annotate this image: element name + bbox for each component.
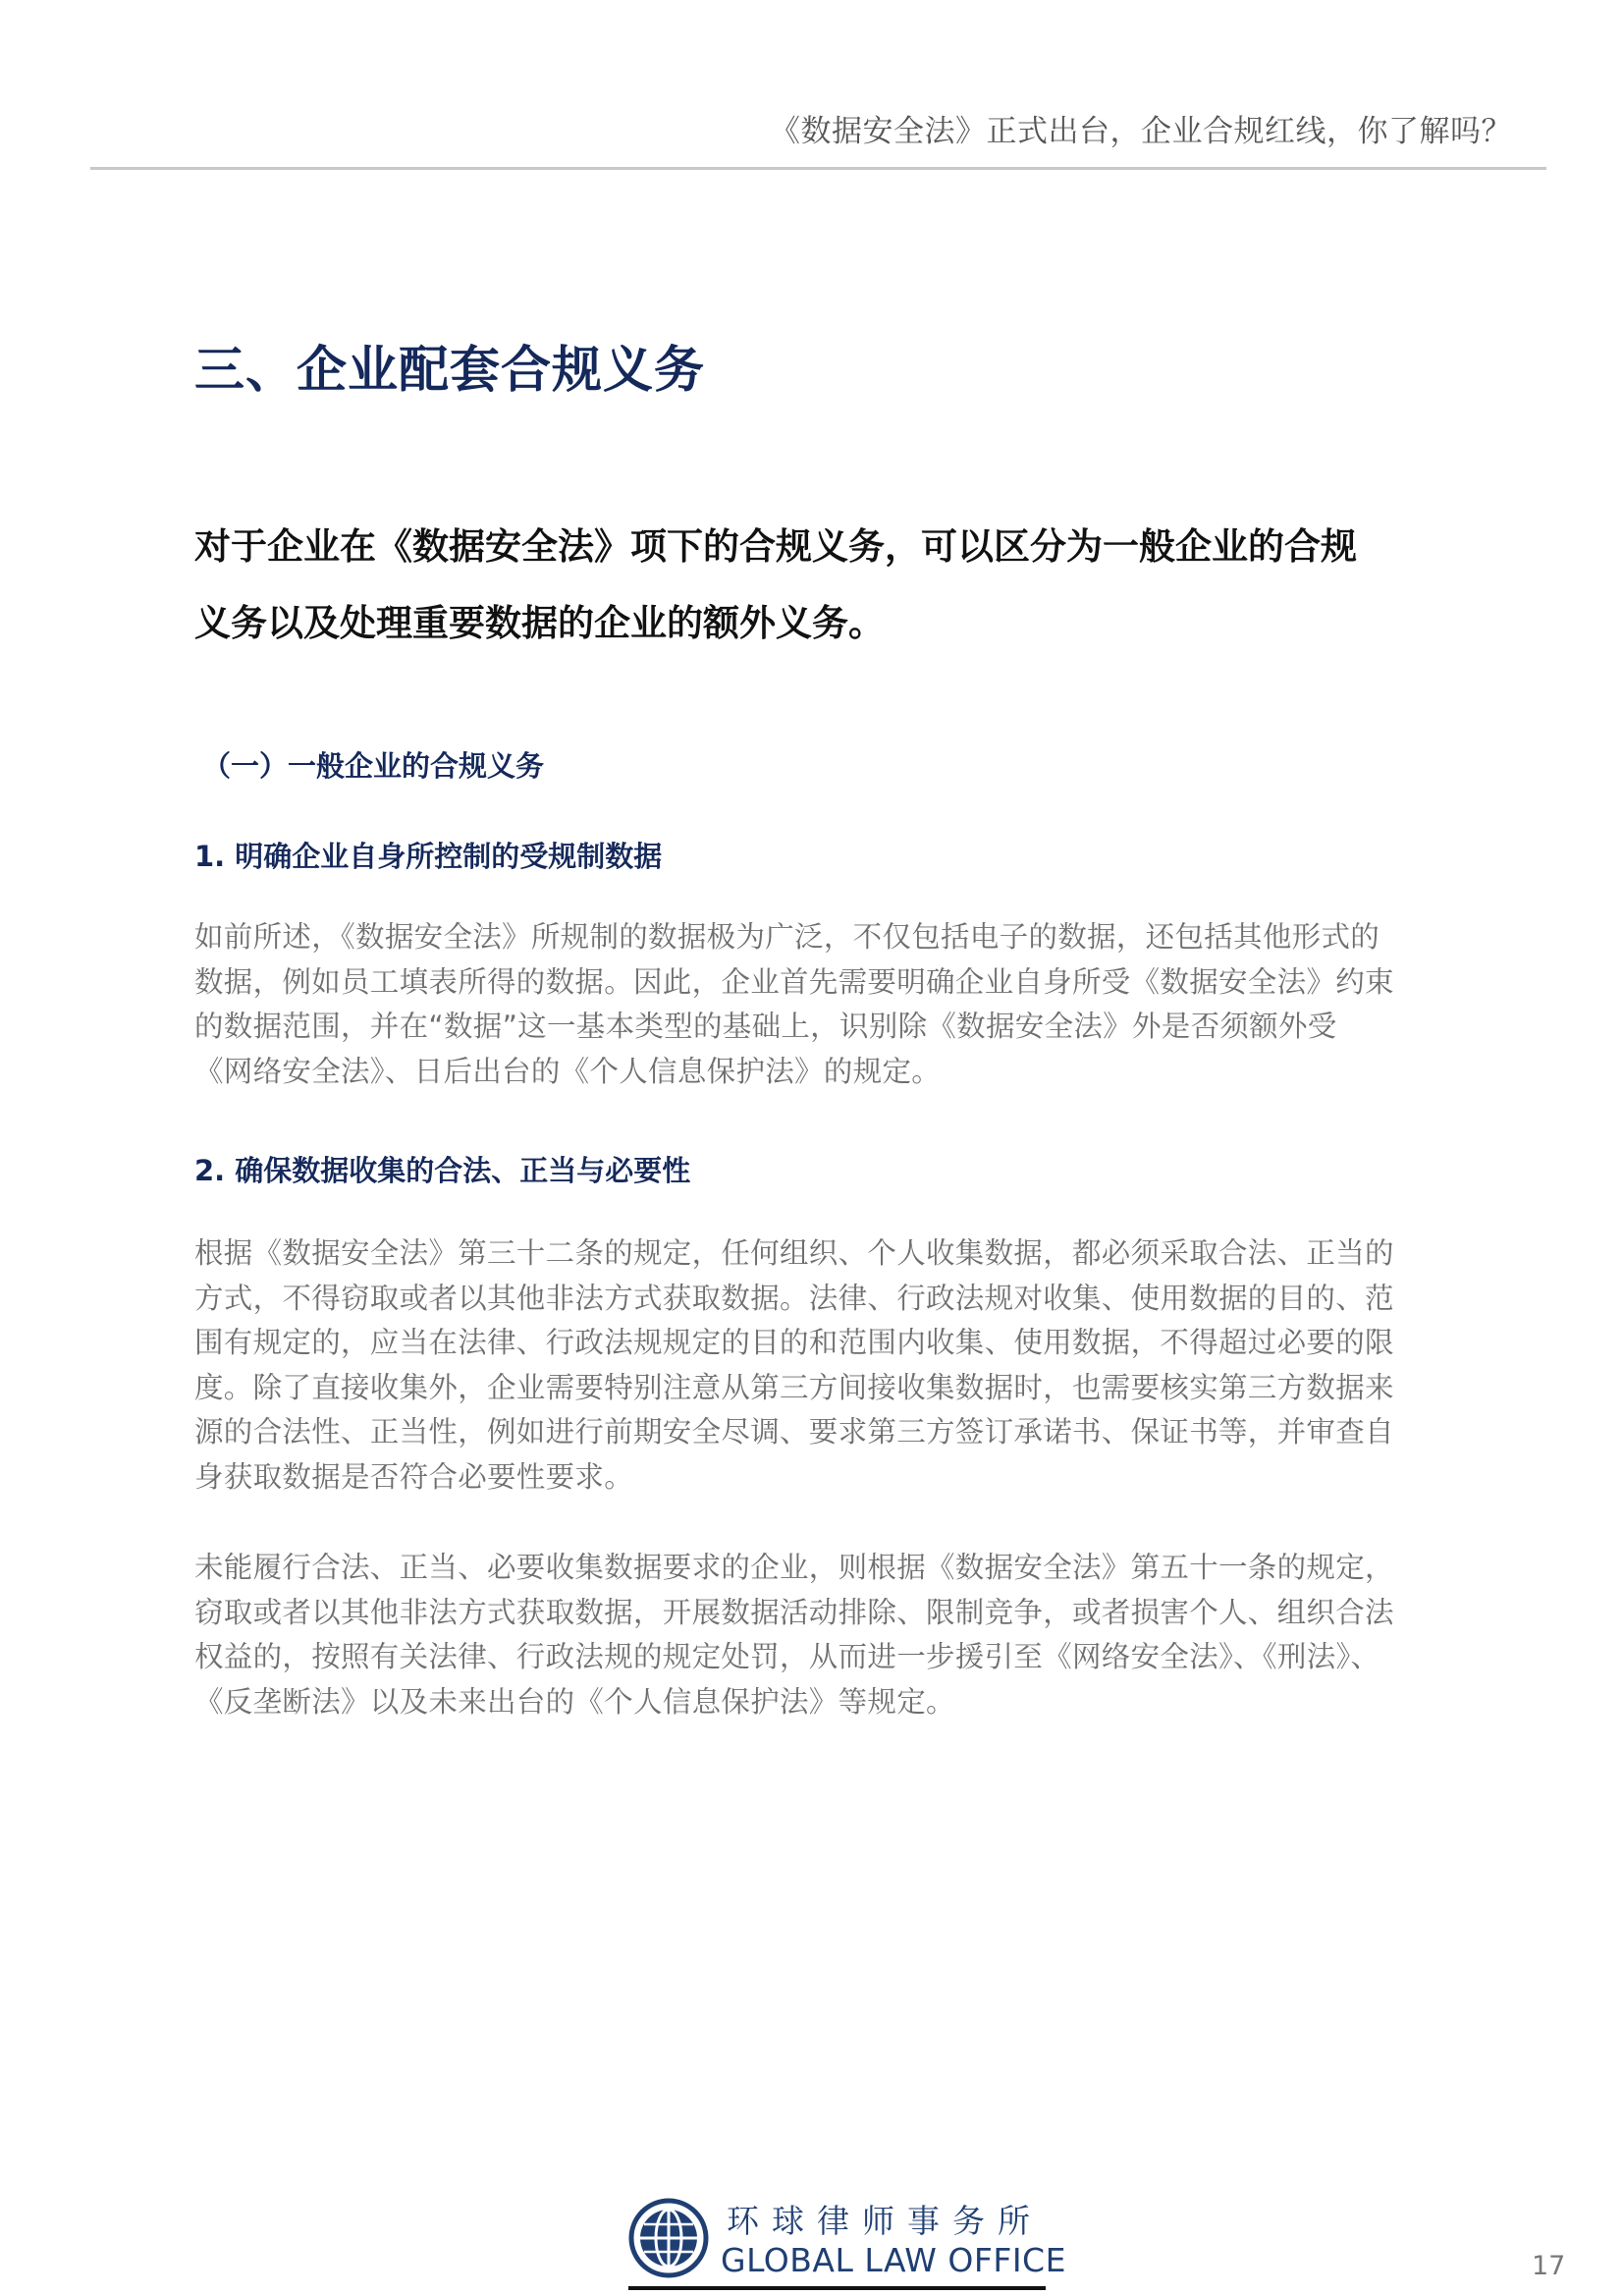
paragraph-line: 如前所述，《数据安全法》所规制的数据极为广泛，不仅包括电子的数据，还包括其他形式的 bbox=[194, 920, 1380, 954]
item-heading-2: 2. 确保数据收集的合法、正当与必要性 bbox=[194, 1154, 691, 1187]
logo-chinese-name: 环球律师事务所 bbox=[727, 2202, 1043, 2240]
page-number: 17 bbox=[1532, 2251, 1566, 2281]
paragraph-line: 权益的，按照有关法律、行政法规的规定处罚，从而进一步援引至《网络安全法》、《刑法》、 bbox=[194, 1640, 1380, 1673]
paragraph-line: 未能履行合法、正当、必要收集数据要求的企业，则根据《数据安全法》第五十一条的规定， bbox=[194, 1551, 1394, 1584]
item-2-paragraph-2 bbox=[194, 1546, 1471, 1724]
item-2-paragraph bbox=[194, 1231, 1471, 1500]
paragraph-line: 的数据范围，并在“数据”这一基本类型的基础上，识别除《数据安全法》外是否须额外受 bbox=[194, 1010, 1337, 1043]
header-divider bbox=[90, 167, 1546, 170]
paragraph-line: 身获取数据是否符合必要性要求。 bbox=[194, 1459, 634, 1494]
running-header-title: 《数据安全法》正式出台，企业合规红线，你了解吗？ bbox=[770, 114, 1512, 149]
lead-line: 对于企业在《数据安全法》项下的合规义务，可以区分为一般企业的合规 bbox=[194, 525, 1357, 568]
paragraph-line: 方式，不得窃取或者以其他非法方式获取数据。法律、行政法规对收集、使用数据的目的、范 bbox=[194, 1281, 1394, 1315]
logo-underline bbox=[628, 2286, 1046, 2290]
footer-logo bbox=[628, 2196, 1066, 2292]
subsection-title: （一）一般企业的合规义务 bbox=[202, 749, 545, 783]
logo-english-name: GLOBAL LAW OFFICE bbox=[721, 2241, 1066, 2279]
paragraph-line: 根据《数据安全法》第三十二条的规定，任何组织、个人收集数据，都必须采取合法、正当的 bbox=[194, 1236, 1394, 1270]
globe-icon bbox=[628, 2198, 709, 2278]
paragraph-line: 《网络安全法》、日后出台的《个人信息保护法》的规定。 bbox=[194, 1054, 942, 1088]
paragraph-line: 围有规定的，应当在法律、行政法规规定的目的和范围内收集、使用数据，不得超过必要的限 bbox=[194, 1326, 1394, 1359]
paragraph-line: 数据，例如员工填表所得的数据。因此，企业首先需要明确企业自身所受《数据安全法》约束 bbox=[194, 964, 1394, 999]
paragraph-line: 源的合法性、正当性，例如进行前期安全尽调、要求第三方签订承诺书、保证书等，并审查自 bbox=[194, 1415, 1394, 1449]
paragraph-line: 窃取或者以其他非法方式获取数据，开展数据活动排除、限制竞争，或者损害个人、组织合法 bbox=[194, 1595, 1394, 1629]
paragraph-line: 《反垄断法》以及未来出台的《个人信息保护法》等规定。 bbox=[194, 1684, 955, 1719]
item-1-paragraph bbox=[194, 915, 1471, 1094]
lead-paragraph bbox=[194, 509, 1471, 662]
paragraph-line: 度。除了直接收集外，企业需要特别注意从第三方间接收集数据时，也需要核实第三方数据来 bbox=[194, 1370, 1394, 1404]
lead-line: 义务以及处理重要数据的企业的额外义务。 bbox=[194, 602, 885, 644]
item-heading-1: 1. 明确企业自身所控制的受规制数据 bbox=[194, 840, 663, 873]
section-title: 三、企业配套合规义务 bbox=[194, 342, 706, 400]
